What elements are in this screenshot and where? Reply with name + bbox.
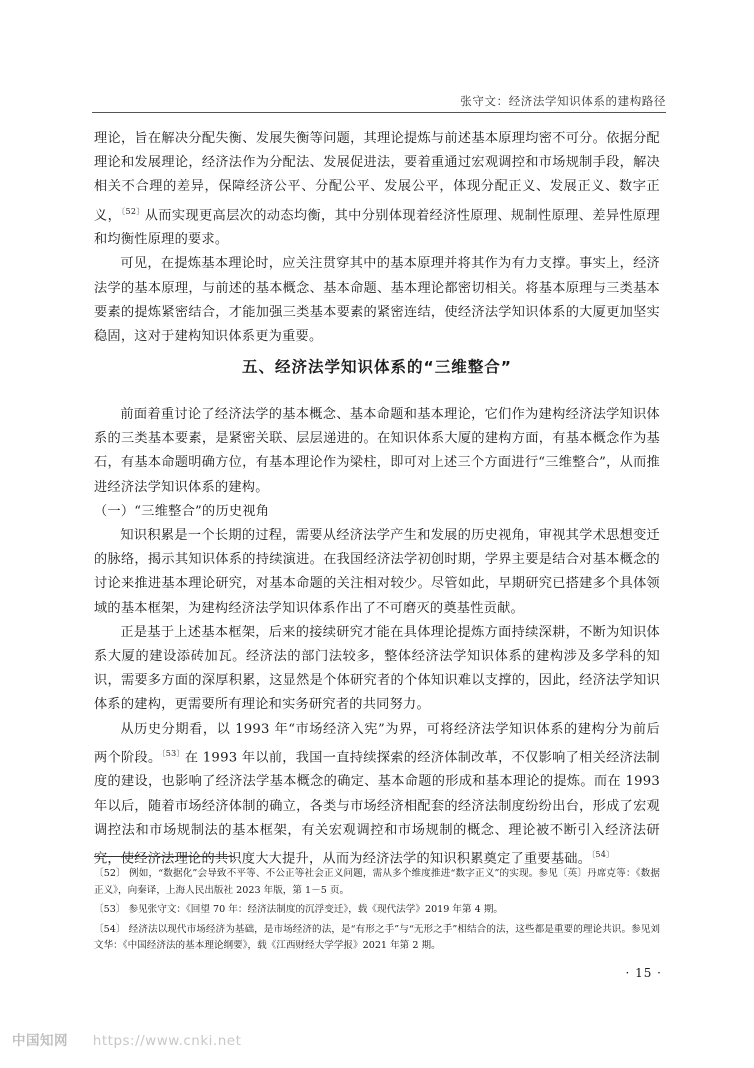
footnote-ref-53[interactable]: 〔53〕	[161, 748, 185, 758]
watermark-url[interactable]: https://www.cnki.net	[92, 1033, 242, 1049]
footnote-ref-54[interactable]: 〔54〕	[591, 850, 615, 860]
footnote-53: 〔53〕 参见张守文：《回望 70 年：经济法制度的沉浮变迁》，载《现代法学》2019 年第 4 期。	[94, 904, 504, 915]
body-block-2	[94, 403, 660, 872]
header-rule	[92, 112, 666, 113]
paragraph-6-text-b: 在 1993 年以前，我国一直持续探索的经济体制改革，不仅影响了相关经济法制度的建设，也影响了经济法学基本概念的确定、基本命题的形成和基本理论的提炼。而在 1993 年以后，随着市场经济体制的确立，各类与市场经济相配套的经济法制度纷纷出台，形成了宏观调控法和市场规制法的基本框架，有关宏观调控和市场规制的概念、理论被不断引入经济法研究，使经济法理论的共识度大大提升，从而为经济法学的知识积累奠定了重要基础。	[94, 750, 660, 867]
page-number: · 15 ·	[625, 966, 662, 980]
footnote-rule	[94, 856, 234, 857]
paragraph-6	[94, 718, 660, 872]
running-header: 张守文：经济法学知识体系的建构路径	[460, 94, 666, 108]
watermark-brand: 中国知网	[12, 1033, 68, 1049]
footnotes	[94, 866, 660, 958]
paragraph-1	[94, 127, 660, 252]
body-block-1	[94, 127, 660, 349]
cnki-watermark	[12, 1029, 241, 1049]
footnote-54: 〔54〕 经济法以现代市场经济为基础，是市场经济的法，是“有形之手”与“无形之手”相结合的法，这些都是重要的理论共识。参见刘文华：《中国经济法的基本理论纲要》，载《江西财经大学学报》2021 年第 2 期。	[94, 923, 660, 951]
footnote-ref-52[interactable]: 〔52〕	[121, 206, 145, 216]
paragraph-1-tail: 从而实现更高层次的动态均衡，其中分别体现着经济性原理、规制性原理、差异性原理和均衡性原理的要求。	[94, 208, 661, 248]
paragraph-5: 正是基于上述基本框架，后来的接续研究才能在具体理论提炼方面持续深耕，不断为知识体系大厦的建设添砖加瓦。经济法的部门法较多，整体经济法学知识体系的建构涉及多学科的知识，需要多方面的深厚积累，这显然是个体研究者的个体知识难以支撑的，因此，经济法学知识体系的建构，更需要所有理论和实务研究者的共同努力。	[94, 624, 660, 713]
paragraph-3: 前面着重讨论了经济法学的基本概念、基本命题和基本理论，它们作为建构经济法学知识体系的三类基本要素，是紧密关联、层层递进的。在知识体系大厦的建构方面，有基本概念作为基石，有基本命题明确方位，有基本理论作为梁柱，即可对上述三个方面进行“三维整合”，从而推进经济法学知识体系的建构。	[94, 407, 660, 495]
section-title: 五、经济法学知识体系的“三维整合”	[242, 358, 512, 376]
paragraph-1-text: 理论，旨在解决分配失衡、发展失衡等问题，其理论提炼与前述基本原理均密不可分。依据分配理论和发展理论，经济法作为分配法、发展促进法，要着重通过宏观调控和市场规制手段，解决相关不合理的差异，保障经济公平、分配公平、发展公平，体现分配正义、发展正义、数字正义，	[94, 131, 660, 223]
paragraph-2: 可见，在提炼基本理论时，应关注贯穿其中的基本原理并将其作为有力支撑。事实上，经济法学的基本原理，与前述的基本概念、基本命题、基本理论都密切相关。将基本原理与三类基本要素的提炼紧密结合，才能加强三类基本要素的紧密连结，使经济法学知识体系的大厦更加坚实稳固，这对于建构知识体系更为重要。	[94, 256, 660, 345]
footnote-52: 〔52〕 例如，“数据化”会导致不平等、不公正等社会正义问题，需从多个维度推进“数字正义”的实现。参见〔英〕丹席克等：《数据正义》，向秦译，上海人民出版社 2023 年版，第 1－5 页。	[94, 868, 660, 896]
paragraph-4: 知识积累是一个长期的过程，需要从经济法学产生和发展的历史视角，审视其学术思想变迁的脉络，揭示其知识体系的持续演进。在我国经济法学初创时期，学界主要是结合对基本概念的讨论来推进基本理论研究，对基本命题的关注相对较少。尽管如此，早期研究已搭建多个具体领域的基本框架，为建构经济法学知识体系作出了不可磨灭的奠基性贡献。	[94, 528, 660, 616]
paragraph-6-text-a: 从历史分期看，以 1993 年“市场经济入宪”为界，可将经济法学知识体系的建构分为前后两个阶段。	[94, 721, 660, 766]
subheading-1: （一）“三维整合”的历史视角	[94, 503, 270, 519]
